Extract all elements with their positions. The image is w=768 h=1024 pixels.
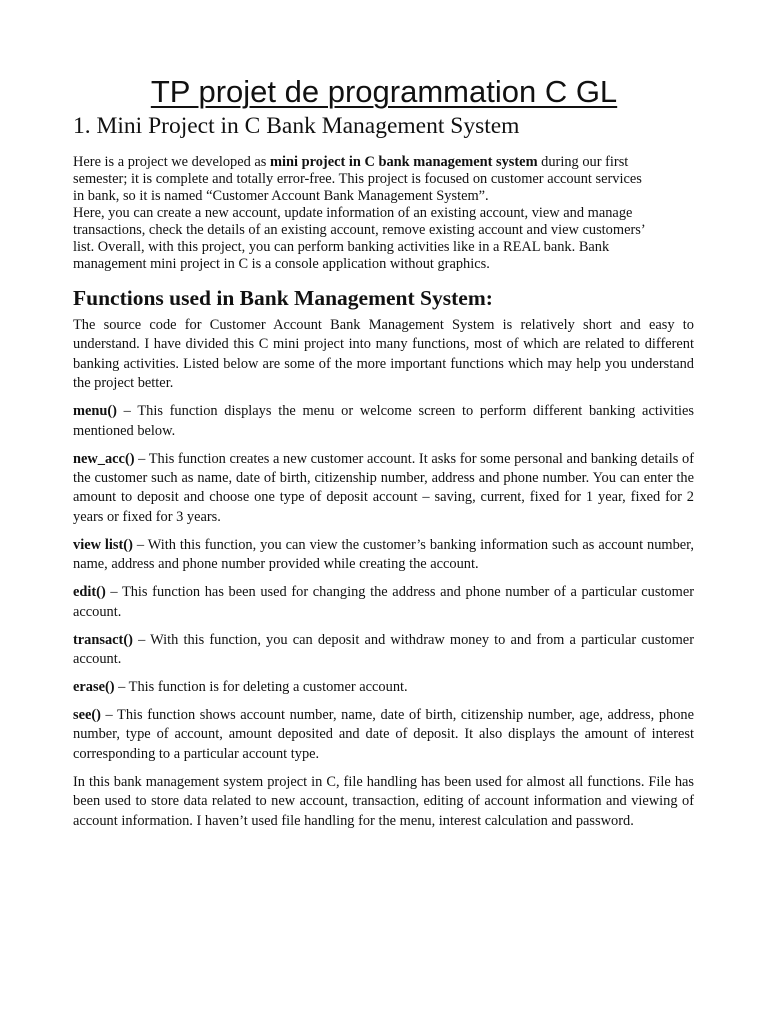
function-description — [73, 706, 694, 764]
function-text: – This function shows account number, name, date of birth, citizenship number, age, address, phone number, type of account, amount deposited and date of deposit. It also displays the amount of interest corresponding to a particular account type. — [73, 707, 694, 762]
section-body — [73, 316, 694, 840]
section-intro-paragraph: The source code for Customer Account Bank Management System is relatively short and easy to understand. I have divided this C mini project into many functions, most of which are related to different banking activities. Listed below are some of the more important functions which may help you understand the project better. — [73, 317, 694, 392]
intro-line-text: Here is a project we developed as — [73, 154, 270, 170]
intro-line: semester; it is complete and totally error-free. This project is focused on customer account services — [73, 171, 642, 187]
function-description — [73, 631, 694, 670]
intro-bold-phrase: mini project in C bank management system — [270, 154, 538, 170]
function-name: see() — [73, 707, 101, 724]
function-name: new_acc() — [73, 450, 135, 467]
function-name: transact() — [73, 631, 133, 648]
closing-paragraph: In this bank management system project in C, file handling has been used for almost all functions. File has been used to store data related to new account, transaction, editing of account information and viewing of account information. I haven’t used file handling for the menu, interest calculation and password. — [73, 773, 694, 829]
function-name: erase() — [73, 679, 115, 696]
intro-line: transactions, check the details of an existing account, remove existing account and view customers’ — [73, 222, 646, 238]
intro-line: list. Overall, with this project, you can perform banking activities like in a REAL bank. Bank — [73, 239, 610, 255]
function-description — [73, 450, 694, 528]
function-description — [73, 678, 694, 697]
function-text: – This function displays the menu or welcome screen to perform different banking activities mentioned below. — [73, 403, 694, 439]
function-text: – With this function, you can deposit and withdraw money to and from a particular customer account. — [73, 631, 694, 668]
intro-line-text: during our first — [537, 154, 629, 170]
intro-line: Here, you can create a new account, update information of an existing account, view and manage — [73, 205, 633, 221]
intro-line — [73, 154, 687, 171]
function-name: view list() — [73, 536, 133, 553]
function-text: – This function creates a new customer account. It asks for some personal and banking details of the customer such as name, date of birth, citizenship number, address and phone number. You can enter the amount to deposit and choose one type of deposit account – saving, current, fixed for 1 year, fixed for 2 years or fixed for 3 years. — [73, 450, 694, 525]
section-subtitle: 1. Mini Project in C Bank Management System — [73, 113, 520, 139]
section-heading: Functions used in Bank Management System: — [73, 286, 493, 310]
function-text: – This function is for deleting a customer account. — [114, 679, 408, 696]
function-description — [73, 583, 694, 622]
function-description — [73, 402, 694, 441]
function-name: edit() — [73, 584, 106, 601]
intro-line: in bank, so it is named “Customer Account Bank Management System”. — [73, 188, 489, 204]
document-title: TP projet de programmation C GL — [150, 74, 618, 109]
function-name: menu() — [73, 403, 117, 420]
intro-paragraph — [73, 154, 687, 273]
function-text: – This function has been used for changing the address and phone number of a particular customer account. — [73, 584, 694, 620]
function-description — [73, 536, 694, 575]
function-text: – With this function, you can view the customer’s banking information such as account number, name, address and phone number provided while creating the account. — [73, 536, 694, 573]
intro-line: management mini project in C is a console application without graphics. — [73, 256, 490, 272]
